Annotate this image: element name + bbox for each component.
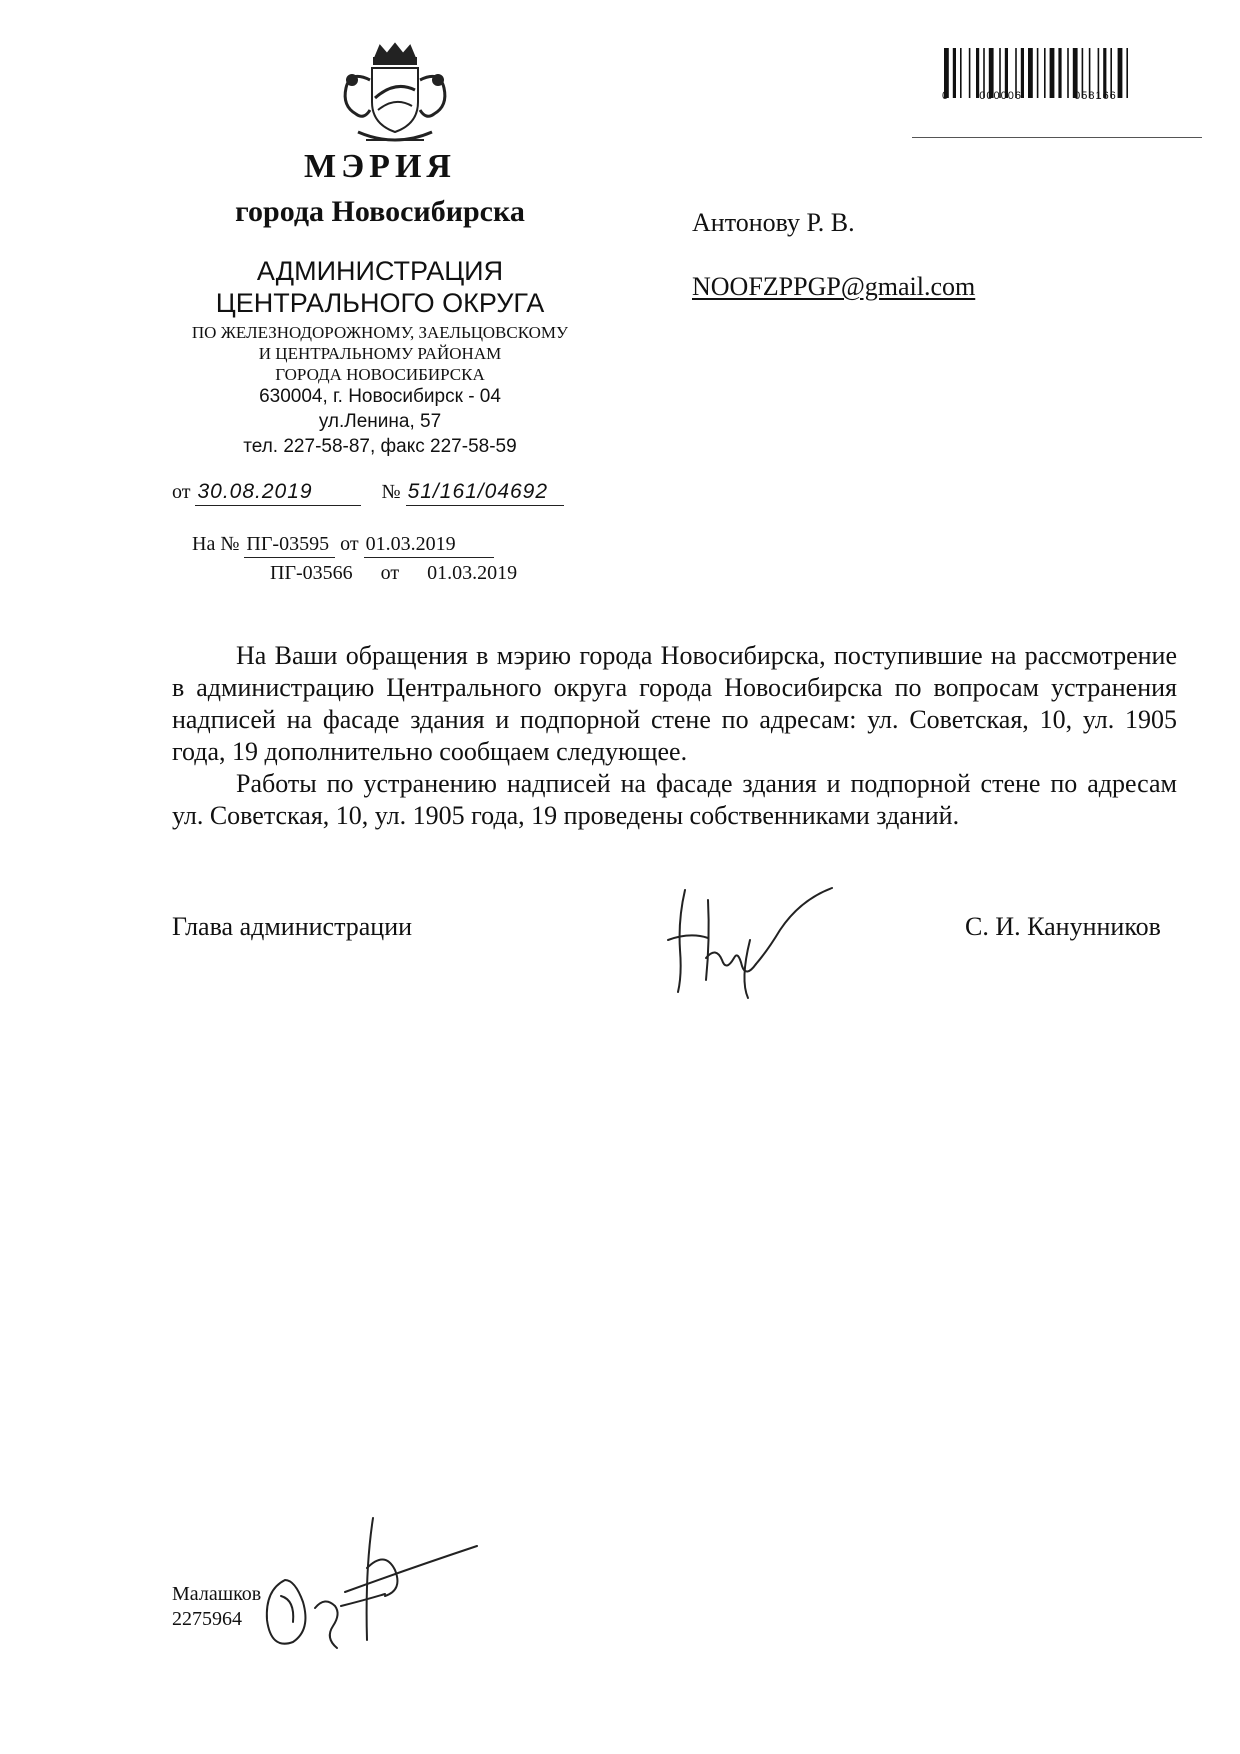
administration-subtitle-line-3: ГОРОДА НОВОСИБИРСКА xyxy=(275,365,485,384)
address-line-2: ул.Ленина, 57 xyxy=(318,411,442,432)
mayor-title: МЭРИЯ xyxy=(304,148,456,185)
letter-body xyxy=(172,640,1177,832)
executor-name: Малашков xyxy=(172,1583,262,1605)
signatory-name: С. И. Канунников xyxy=(965,912,1161,941)
registration-line xyxy=(172,480,564,506)
coat-of-arms-emblem xyxy=(330,40,460,150)
recipient-email[interactable]: NOOFZPPGP@gmail.com xyxy=(692,272,976,301)
administration-address xyxy=(200,384,560,459)
reference-1-from: от xyxy=(340,533,359,555)
body-paragraph-1: На Ваши обращения в мэрию города Новосибирска, поступившие на рассмотрение в администрацию Центрального округа города Новосибирска по вопросам устранения надписей на фасаде здания и подпорной стене по адресам: ул. Советская, 10, ул. 1905 года, 19 дополнительно сообщаем следующее. xyxy=(172,641,1177,766)
signatory-role: Глава администрации xyxy=(172,912,413,941)
administration-title xyxy=(190,255,570,319)
recipient-name: Антонову Р. В. xyxy=(692,208,855,237)
reference-line-2 xyxy=(270,562,517,585)
administration-subtitle-line-2: И ЦЕНТРАЛЬНОМУ РАЙОНАМ xyxy=(258,344,502,363)
executor-phone: 2275964 xyxy=(172,1608,242,1630)
reference-2-from: от xyxy=(380,562,400,584)
barcode-digits xyxy=(942,90,1182,102)
header-divider xyxy=(912,137,1202,138)
administration-title-line-2: ЦЕНТРАЛЬНОГО ОКРУГА xyxy=(215,288,545,318)
reference-line-1 xyxy=(192,533,494,558)
body-paragraph-2: Работы по устранению надписей на фасаде здания и подпорной стене по адресам ул. Советская, 10, ул. 1905 года, 19 проведены собственниками зданий. xyxy=(172,769,1177,830)
mayor-city: города Новосибирска xyxy=(235,195,525,228)
date-label: от xyxy=(172,481,191,503)
reference-2-date: 01.03.2019 xyxy=(427,562,518,584)
phone-line: тел. 227-58-87, факс 227-58-59 xyxy=(243,436,517,457)
administration-title-line-1: АДМИНИСТРАЦИЯ xyxy=(256,256,504,286)
reference-2-number: ПГ-03566 xyxy=(270,562,353,584)
executor-signature xyxy=(245,1510,480,1660)
barcode-left-digit: 0 xyxy=(942,90,950,102)
number-label: № xyxy=(381,481,401,503)
handwritten-signature xyxy=(650,880,840,1000)
barcode-middle-digits: 000006 xyxy=(979,90,1022,102)
outgoing-number: 51/161/04692 xyxy=(406,480,564,506)
reference-prefix: На № xyxy=(192,533,240,555)
reference-1-date: 01.03.2019 xyxy=(364,533,494,558)
reference-1-number: ПГ-03595 xyxy=(244,533,335,558)
administration-subtitle-line-1: ПО ЖЕЛЕЗНОДОРОЖНОМУ, ЗАЕЛЬЦОВСКОМУ xyxy=(191,323,569,342)
barcode-right-digits: 058166 xyxy=(1074,90,1117,102)
outgoing-date: 30.08.2019 xyxy=(195,480,361,506)
administration-subtitle xyxy=(170,322,590,385)
address-line-1: 630004, г. Новосибирск - 04 xyxy=(259,386,501,407)
